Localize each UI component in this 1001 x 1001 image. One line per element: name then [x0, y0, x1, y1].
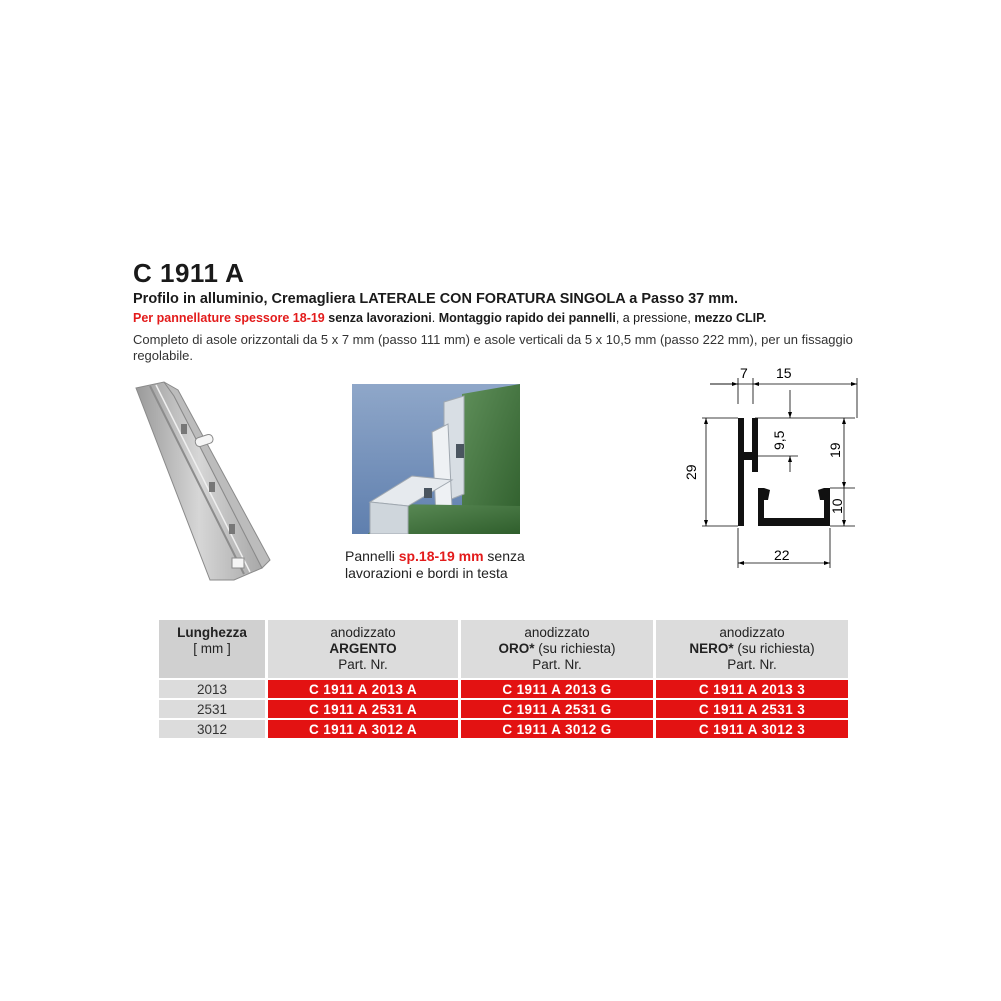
dim-29: 29 — [683, 464, 699, 480]
header-argento — [267, 620, 460, 679]
header-finish: NERO* — [689, 641, 734, 656]
profile-section-drawing — [680, 360, 870, 575]
header-length — [159, 620, 267, 679]
row-length: 2531 — [159, 699, 267, 719]
table-header-row — [159, 620, 850, 679]
dim-7: 7 — [740, 365, 748, 381]
caption-highlight: sp.18-19 mm — [398, 548, 484, 564]
header-note: (su richiesta) — [733, 641, 815, 656]
header-finish: ARGENTO — [329, 641, 397, 656]
dim-19: 19 — [827, 442, 843, 458]
caption-prefix: Pannelli — [345, 548, 399, 564]
row-length: 3012 — [159, 719, 267, 739]
subtitle-red: Per pannellature spessore 18-19 — [133, 311, 325, 325]
product-code: C 1911 A — [133, 258, 245, 288]
row-length: 2013 — [159, 679, 267, 699]
dim-15: 15 — [776, 365, 792, 381]
product-title: Profilo in alluminio, Cremagliera LATERALE CON FORATURA SINGOLA a Passo 37 mm. — [133, 291, 739, 307]
subtitle-text-2: , a pressione, — [615, 311, 695, 325]
table-row — [159, 679, 850, 699]
part-number: C 1911 A 2531 A — [267, 699, 460, 719]
part-number: C 1911 A 2531 3 — [655, 699, 850, 719]
render-caption — [345, 548, 525, 582]
subtitle-text-1: . — [431, 311, 439, 325]
product-description: Completo di asole orizzontali da 5 x 7 mm (passo 111 mm) e asole verticali da 5 x 10,5 mm (passo 222 mm), per un fissaggio regolabile. — [133, 332, 853, 363]
header-partnr: Part. Nr. — [532, 657, 582, 672]
header-note: (su richiesta) — [534, 641, 616, 656]
subtitle-bold-1: senza lavorazioni — [328, 311, 432, 325]
header-length-title: Lunghezza — [177, 625, 247, 640]
table-row — [159, 699, 850, 719]
header-length-unit: [ mm ] — [193, 641, 231, 656]
rail-product-image — [134, 380, 274, 585]
caption-line2: lavorazioni e bordi in testa — [345, 565, 508, 581]
subtitle-bold-3: mezzo CLIP. — [694, 311, 767, 325]
product-subtitle — [133, 311, 766, 325]
dim-9-5: 9,5 — [771, 430, 787, 450]
header-line1: anodizzato — [524, 625, 590, 640]
header-oro — [460, 620, 655, 679]
part-number: C 1911 A 2013 G — [460, 679, 655, 699]
table-row — [159, 719, 850, 739]
part-number: C 1911 A 2013 3 — [655, 679, 850, 699]
header-nero — [655, 620, 850, 679]
caption-suffix: senza — [483, 548, 525, 564]
header-line1: anodizzato — [719, 625, 785, 640]
subtitle-bold-2: Montaggio rapido dei pannelli — [438, 311, 616, 325]
part-number: C 1911 A 3012 A — [267, 719, 460, 739]
header-partnr: Part. Nr. — [338, 657, 388, 672]
header-partnr: Part. Nr. — [727, 657, 777, 672]
header-line1: anodizzato — [330, 625, 396, 640]
dim-22: 22 — [774, 547, 790, 563]
part-number: C 1911 A 3012 3 — [655, 719, 850, 739]
dim-10: 10 — [829, 498, 845, 514]
panel-assembly-render — [352, 384, 520, 534]
header-finish: ORO* — [498, 641, 535, 656]
part-number: C 1911 A 2531 G — [460, 699, 655, 719]
part-number: C 1911 A 3012 G — [460, 719, 655, 739]
part-number: C 1911 A 2013 A — [267, 679, 460, 699]
part-number-table — [159, 620, 851, 740]
